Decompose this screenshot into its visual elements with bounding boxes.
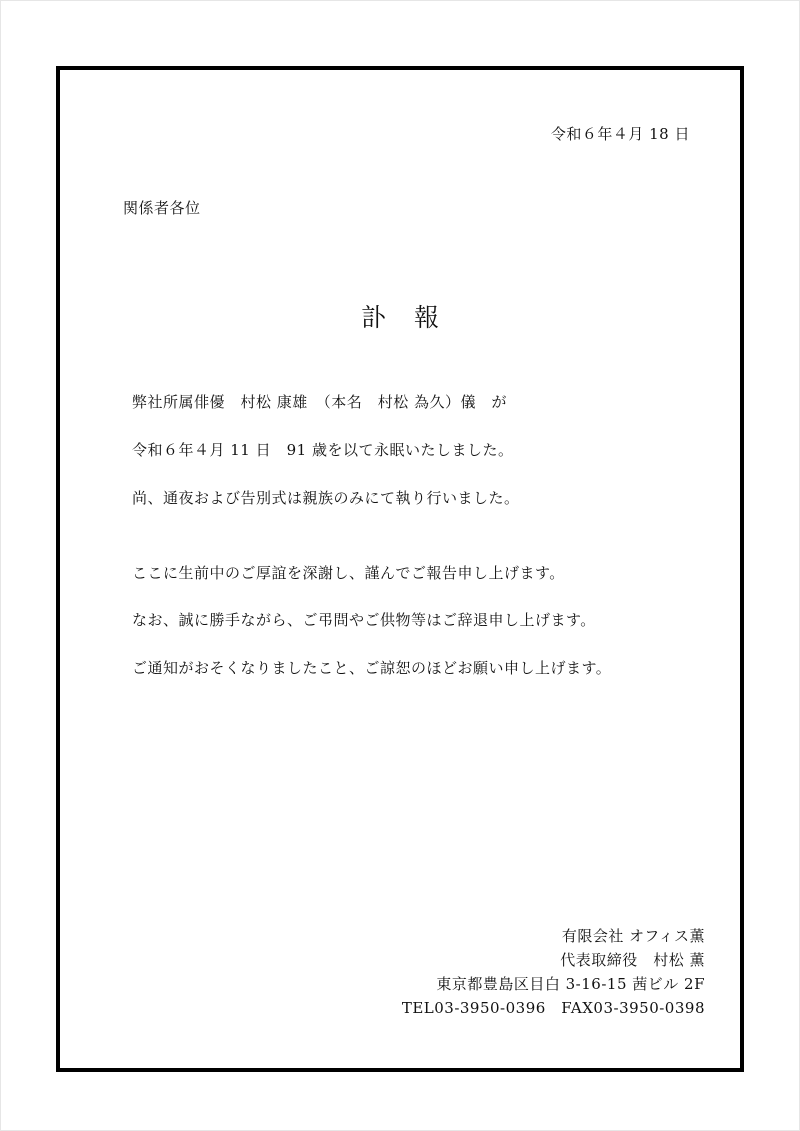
title-char-1: 訃 (360, 303, 386, 332)
sender-company: 有限会社 オフィス薫 (561, 927, 705, 945)
sender-representative: 代表取締役 村松 薫 (560, 951, 705, 969)
body-line-death-date: 令和６年４月 11 日 91 歳を以て永眠いたしました。 (132, 441, 514, 459)
body-line-announcement: 弊社所属俳優 村松 康雄 （本名 村松 為久）儀 が (132, 393, 508, 411)
body-line-gratitude: ここに生前中のご厚誼を深謝し、謹んでご報告申し上げます。 (132, 564, 565, 582)
addressee: 関係者各位 (123, 199, 201, 217)
body-line-funeral: 尚、通夜および告別式は親族のみにて執り行いました。 (132, 489, 520, 507)
body-line-decline-offerings: なお、誠に勝手ながら、ご弔問やご供物等はご辞退申し上げます。 (132, 611, 596, 629)
title-char-2: 報 (414, 303, 440, 332)
notice-date: 令和６年４月 18 日 (550, 125, 690, 143)
body-line-apology: ご通知がおそくなりましたこと、ご諒恕のほどお願い申し上げます。 (132, 659, 612, 677)
notice-title (0, 301, 800, 335)
sender-contact: TEL03-3950-0396 FAX03-3950-0398 (401, 999, 705, 1017)
sender-address: 東京都豊島区目白 3-16-15 茜ビル 2F (436, 975, 705, 993)
